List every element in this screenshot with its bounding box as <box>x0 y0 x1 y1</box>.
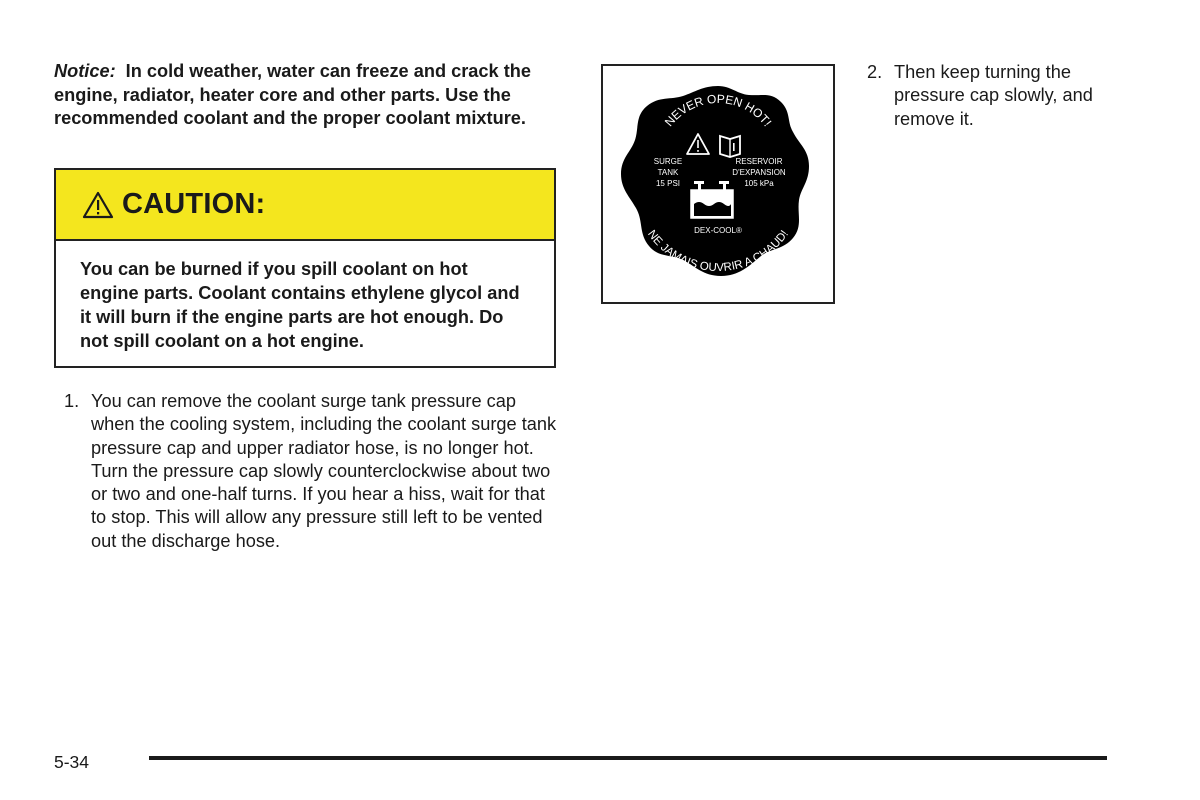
warning-triangle-icon <box>82 191 114 219</box>
cap-left-line-3: 15 PSI <box>655 179 681 188</box>
notice-paragraph <box>54 60 560 131</box>
step-item-2 <box>867 61 1107 131</box>
cap-right-line-2: D'EXPANSION <box>732 168 786 177</box>
pressure-cap-figure <box>601 64 835 304</box>
pressure-cap-illustration <box>603 66 833 302</box>
step-item-1 <box>64 390 564 553</box>
page-number: 5-34 <box>54 752 90 772</box>
cap-right-line-1: RESERVOIR <box>735 157 783 166</box>
footer-divider <box>149 756 1107 760</box>
cap-left-line-1: SURGE <box>653 157 683 166</box>
caution-title: CAUTION: <box>122 188 266 220</box>
caution-header <box>56 170 554 241</box>
caution-body: You can be burned if you spill coolant on hot engine parts. Coolant contains ethylene glycol and it will burn if the engine parts are hot enough. Do not spill coolant on a hot engine. <box>80 259 520 351</box>
caution-box <box>54 168 556 368</box>
step-number: 2. <box>867 62 883 82</box>
notice-block <box>54 60 560 131</box>
cap-top-text: NEVER OPEN HOT! <box>661 91 775 130</box>
cap-bottom-text: NE JAMAIS OUVRIR A CHAUD! <box>645 228 791 275</box>
cap-right-line-3: 105 kPa <box>744 179 774 188</box>
step-text: You can remove the coolant surge tank pressure cap when the cooling system, including the coolant surge tank pressure cap and upper radiator hose, is no longer hot. Turn the pressure cap slowly counterclockwise about two or two and one-half turns. If you hear a hiss, wait for that to stop. This will allow any pressure still left to be vented out the discharge hose. <box>91 391 557 551</box>
step-text: Then keep turning the pressure cap slowly, and remove it. <box>894 62 1093 129</box>
step-number: 1. <box>64 391 80 411</box>
notice-label: Notice: <box>54 61 116 81</box>
cap-left-line-2: TANK <box>657 168 679 177</box>
cap-brand: DEX-COOL® <box>694 226 742 235</box>
notice-text: In cold weather, water can freeze and crack the engine, radiator, heater core and other parts. Use the recommended coolant and the proper coolant mixture. <box>54 61 531 128</box>
